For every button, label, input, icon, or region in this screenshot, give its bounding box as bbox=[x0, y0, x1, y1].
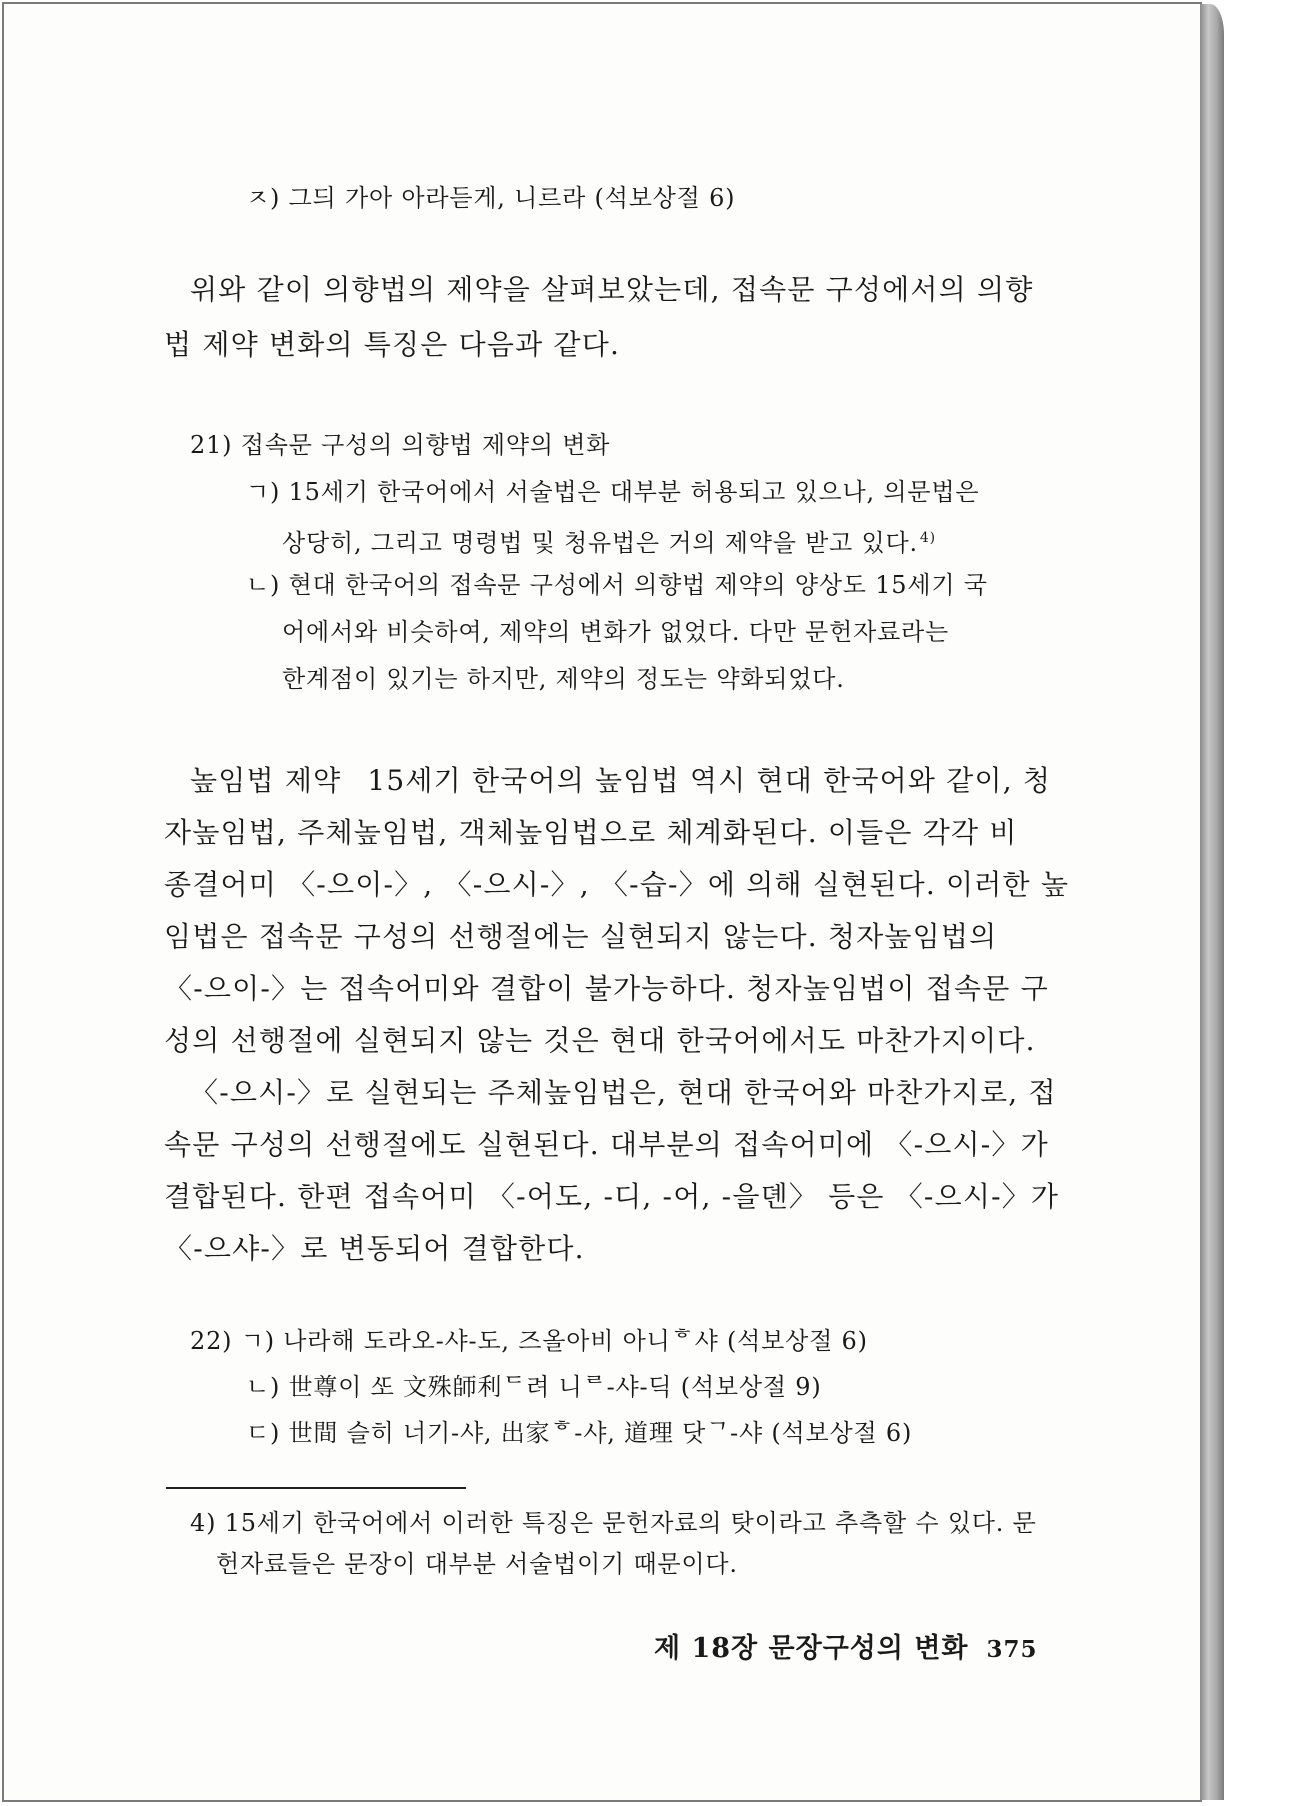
paragraph-2-line-3: 종결어미 〈-으이-〉, 〈-으시-〉, 〈-습-〉에 의해 실현된다. 이러한 높 bbox=[164, 868, 1070, 901]
paragraph-2-first-line: 15세기 한국어의 높임법 역시 현대 한국어와 같이, 청 bbox=[367, 764, 1052, 797]
paragraph-3-line-4: 〈-으샤-〉로 변동되어 결합한다. bbox=[164, 1232, 585, 1265]
footnote-line-2: 헌자료들은 문장이 대부분 서술법이기 때문이다. bbox=[216, 1550, 738, 1578]
example-22-line-3: ㄷ) 世間 슬히 너기-샤, 出家ᄒ-샤, 道理 닷ᄀ-샤 (석보상절 6) bbox=[246, 1419, 913, 1447]
example-21-item-b-line-3: 한계점이 있기는 하지만, 제약의 정도는 약화되었다. bbox=[282, 665, 845, 693]
paragraph-2-line-4: 임법은 접속문 구성의 선행절에는 실현되지 않는다. 청자높임법의 bbox=[164, 920, 998, 953]
page-edge-shadow bbox=[1200, 4, 1224, 1800]
example-line-j: ㅈ) 그듸 가아 아라듣게, 니르라 (석보상절 6) bbox=[246, 184, 736, 212]
paragraph-2-line-6: 성의 선행절에 실현되지 않는 것은 현대 한국어에서도 마찬가지이다. bbox=[164, 1024, 1036, 1057]
paragraph-1-line-2: 법 제약 변화의 특징은 다음과 같다. bbox=[164, 328, 621, 361]
chapter-title: 제 18장 문장구성의 변화 bbox=[654, 1633, 969, 1664]
example-21-item-a-text: 상당히, 그리고 명령법 및 청유법은 거의 제약을 받고 있다. bbox=[282, 529, 918, 557]
paragraph-2-line-2: 자높임법, 주체높임법, 객체높임법으로 체계화된다. 이들은 각각 비 bbox=[164, 816, 1018, 849]
paragraph-2-line-5: 〈-으이-〉는 접속어미와 결합이 불가능하다. 청자높임법이 접속문 구 bbox=[164, 972, 1049, 1005]
example-21-item-a-line-2 bbox=[282, 523, 936, 558]
running-footer bbox=[654, 1632, 1038, 1667]
example-21-title: 21) 접속문 구성의 의향법 제약의 변화 bbox=[190, 431, 611, 459]
footnote-reference[interactable]: 4) bbox=[919, 530, 936, 546]
example-22-line-1: 22) ㄱ) 나라해 도라오-샤-도, 즈올아비 아니ᄒ샤 (석보상절 6) bbox=[190, 1327, 868, 1355]
footnote-line-1: 4) 15세기 한국어에서 이러한 특징은 문헌자료의 탓이라고 추측할 수 있다. 문 bbox=[190, 1509, 1037, 1537]
example-21-item-b-line-1: ㄴ) 현대 한국어의 접속문 구성에서 의향법 제약의 양상도 15세기 국 bbox=[246, 571, 988, 599]
paragraph-1-line-1: 위와 같이 의향법의 제약을 살펴보았는데, 접속문 구성에서의 의향 bbox=[190, 273, 1034, 306]
footnote-divider bbox=[166, 1487, 466, 1489]
section-heading: 높임법 제약 bbox=[190, 764, 342, 797]
example-22-line-2: ㄴ) 世尊이 ᄯᅩ 文殊師利ᄃ려 니ᄅ-샤-딕 (석보상절 9) bbox=[246, 1373, 822, 1401]
page-number: 375 bbox=[986, 1636, 1038, 1663]
example-21-item-b-line-2: 어에서와 비슷하여, 제약의 변화가 없었다. 다만 문헌자료라는 bbox=[282, 618, 950, 646]
paragraph-3-line-3: 결합된다. 한편 접속어미 〈-어도, -디, -어, -을뎬〉 등은 〈-으시-〉가 bbox=[164, 1180, 1060, 1213]
paragraph-3-line-2: 속문 구성의 선행절에도 실현된다. 대부분의 접속어미에 〈-으시-〉가 bbox=[164, 1128, 1049, 1161]
paragraph-2-line-1 bbox=[190, 766, 1051, 796]
example-21-item-a-line-1: ㄱ) 15세기 한국어에서 서술법은 대부분 허용되고 있으나, 의문법은 bbox=[246, 478, 980, 506]
paragraph-3-line-1: 〈-으시-〉로 실현되는 주체높임법은, 현대 한국어와 마찬가지로, 접 bbox=[190, 1076, 1057, 1109]
